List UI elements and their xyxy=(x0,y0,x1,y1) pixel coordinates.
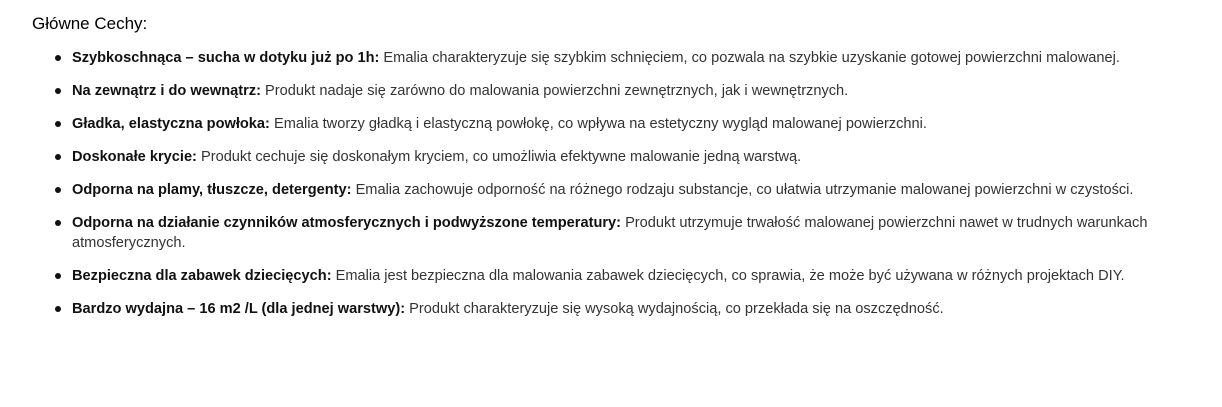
feature-description: Produkt cechuje się doskonałym kryciem, co umożliwia efektywne malowanie jedną warstwą. xyxy=(200,149,802,165)
section-heading: Główne Cechy: xyxy=(32,14,148,33)
bullet-icon xyxy=(55,306,61,312)
feature-term: Gładka, elastyczna powłoka: xyxy=(72,116,270,132)
bullet-icon xyxy=(55,121,61,127)
feature-item-efficiency xyxy=(32,299,1192,319)
feature-description: Produkt nadaje się zarówno do malowania powierzchni zewnętrznych, jak i wewnętrznych. xyxy=(265,83,849,99)
feature-description: Emalia tworzy gładką i elastyczną powłokę, co wpływa na estetyczny wygląd malowanej powierzchni. xyxy=(273,116,927,132)
bullet-icon xyxy=(55,220,61,226)
feature-item-stain-resistant xyxy=(32,180,1192,200)
feature-term: Szybkoschnąca – sucha w dotyku już po 1h: xyxy=(72,50,380,66)
feature-item-smooth-coating xyxy=(32,114,1192,134)
feature-item-indoor-outdoor xyxy=(32,81,1192,101)
features-list xyxy=(32,48,1222,319)
feature-term: Bardzo wydajna – 16 m2 /L (dla jednej warstwy): xyxy=(72,301,406,317)
feature-term: Bezpieczna dla zabawek dziecięcych: xyxy=(72,268,332,284)
bullet-icon xyxy=(55,55,61,61)
bullet-icon xyxy=(55,273,61,279)
bullet-icon xyxy=(55,154,61,160)
feature-description: Produkt charakteryzuje się wysoką wydajnością, co przekłada się na oszczędność. xyxy=(409,301,944,317)
feature-description: Emalia charakteryzuje się szybkim schnięciem, co pozwala na szybkie uzyskanie gotowej powierzchni malowanej. xyxy=(383,50,1120,66)
feature-term: Na zewnątrz i do wewnątrz: xyxy=(72,83,261,99)
bullet-icon xyxy=(55,187,61,193)
feature-item-quick-drying xyxy=(32,48,1192,68)
feature-item-coverage xyxy=(32,147,1192,167)
feature-item-toy-safe xyxy=(32,266,1192,286)
feature-description: Produkt utrzymuje trwałość malowanej powierzchni nawet w trudnych warunkach atmosferycznych. xyxy=(72,215,1148,251)
feature-term: Doskonałe krycie: xyxy=(72,149,197,165)
feature-term: Odporna na działanie czynników atmosferycznych i podwyższone temperatury: xyxy=(72,215,622,231)
bullet-icon xyxy=(55,88,61,94)
feature-description: Emalia zachowuje odporność na różnego rodzaju substancje, co ułatwia utrzymanie malowanej powierzchni w czystości. xyxy=(355,182,1134,198)
feature-item-weather-resistant xyxy=(32,213,1192,253)
feature-description: Emalia jest bezpieczna dla malowania zabawek dziecięcych, co sprawia, że może być używana w różnych projektach DIY. xyxy=(335,268,1125,284)
feature-term: Odporna na plamy, tłuszcze, detergenty: xyxy=(72,182,352,198)
